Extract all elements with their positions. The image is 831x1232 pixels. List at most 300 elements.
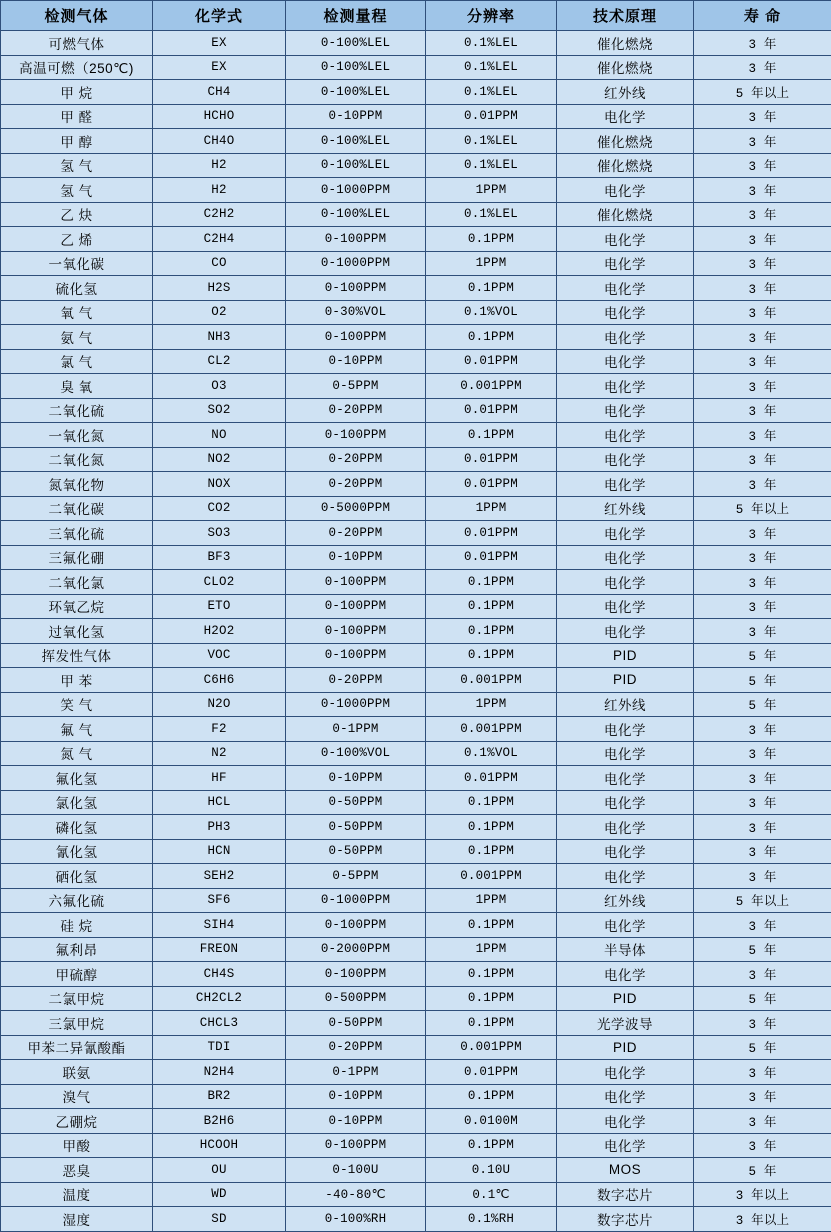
table-row bbox=[1, 570, 831, 595]
cell-detection-range: 0-1000PPM bbox=[286, 251, 426, 276]
cell-chemical-formula: C6H6 bbox=[153, 668, 286, 693]
table-row bbox=[1, 55, 831, 80]
cell-lifespan: 5 年 bbox=[694, 692, 831, 717]
cell-gas-name: 高温可燃（250℃) bbox=[1, 55, 153, 80]
cell-gas-name: 二氧化硫 bbox=[1, 398, 153, 423]
cell-resolution: 1PPM bbox=[426, 496, 557, 521]
cell-tech-principle: 电化学 bbox=[557, 472, 694, 497]
cell-tech-principle: 电化学 bbox=[557, 104, 694, 129]
table-row bbox=[1, 227, 831, 252]
table-row bbox=[1, 1158, 831, 1183]
cell-tech-principle: 红外线 bbox=[557, 80, 694, 105]
cell-lifespan: 3 年 bbox=[694, 349, 831, 374]
cell-gas-name: 二氯甲烷 bbox=[1, 986, 153, 1011]
cell-tech-principle: 电化学 bbox=[557, 790, 694, 815]
cell-gas-name: 甲 烷 bbox=[1, 80, 153, 105]
cell-chemical-formula: PH3 bbox=[153, 815, 286, 840]
cell-detection-range: 0-20PPM bbox=[286, 398, 426, 423]
cell-lifespan: 3 年 bbox=[694, 129, 831, 154]
cell-chemical-formula: FREON bbox=[153, 937, 286, 962]
cell-chemical-formula: HCL bbox=[153, 790, 286, 815]
cell-chemical-formula: O3 bbox=[153, 374, 286, 399]
cell-chemical-formula: NOX bbox=[153, 472, 286, 497]
cell-lifespan: 3 年 bbox=[694, 227, 831, 252]
cell-resolution: 0.1%VOL bbox=[426, 300, 557, 325]
table-row bbox=[1, 472, 831, 497]
cell-lifespan: 3 年 bbox=[694, 31, 831, 56]
cell-lifespan: 3 年 bbox=[694, 1109, 831, 1134]
cell-gas-name: 笑 气 bbox=[1, 692, 153, 717]
cell-lifespan: 3 年 bbox=[694, 300, 831, 325]
table-header-row bbox=[1, 1, 831, 31]
table-row bbox=[1, 104, 831, 129]
cell-gas-name: 硫化氢 bbox=[1, 276, 153, 301]
cell-resolution: 0.1%LEL bbox=[426, 129, 557, 154]
cell-gas-name: 乙 烯 bbox=[1, 227, 153, 252]
cell-tech-principle: 电化学 bbox=[557, 1084, 694, 1109]
table-row bbox=[1, 1060, 831, 1085]
cell-resolution: 0.1PPM bbox=[426, 423, 557, 448]
cell-gas-name: 氮 气 bbox=[1, 741, 153, 766]
cell-chemical-formula: H2S bbox=[153, 276, 286, 301]
table-row bbox=[1, 766, 831, 791]
cell-detection-range: 0-100PPM bbox=[286, 643, 426, 668]
cell-chemical-formula: BF3 bbox=[153, 545, 286, 570]
cell-tech-principle: 半导体 bbox=[557, 937, 694, 962]
cell-chemical-formula: CLO2 bbox=[153, 570, 286, 595]
table-row bbox=[1, 1182, 831, 1207]
cell-gas-name: 联氨 bbox=[1, 1060, 153, 1085]
cell-lifespan: 3 年 bbox=[694, 276, 831, 301]
cell-lifespan: 3 年 bbox=[694, 864, 831, 889]
cell-gas-name: 甲 醇 bbox=[1, 129, 153, 154]
cell-chemical-formula: H2 bbox=[153, 153, 286, 178]
table-row bbox=[1, 888, 831, 913]
cell-lifespan: 3 年 bbox=[694, 153, 831, 178]
cell-chemical-formula: N2O bbox=[153, 692, 286, 717]
cell-gas-name: 六氟化硫 bbox=[1, 888, 153, 913]
cell-detection-range: 0-100%LEL bbox=[286, 202, 426, 227]
cell-lifespan: 3 年 bbox=[694, 717, 831, 742]
cell-lifespan: 5 年 bbox=[694, 643, 831, 668]
cell-tech-principle: 数字芯片 bbox=[557, 1182, 694, 1207]
cell-lifespan: 3 年 bbox=[694, 1011, 831, 1036]
cell-lifespan: 5 年 bbox=[694, 937, 831, 962]
cell-chemical-formula: NO bbox=[153, 423, 286, 448]
cell-resolution: 0.1PPM bbox=[426, 1133, 557, 1158]
cell-resolution: 0.1%LEL bbox=[426, 202, 557, 227]
table-row bbox=[1, 80, 831, 105]
cell-resolution: 0.1PPM bbox=[426, 962, 557, 987]
cell-detection-range: 0-10PPM bbox=[286, 1084, 426, 1109]
cell-gas-name: 臭 氧 bbox=[1, 374, 153, 399]
cell-resolution: 0.1PPM bbox=[426, 986, 557, 1011]
cell-resolution: 0.01PPM bbox=[426, 349, 557, 374]
cell-detection-range: 0-10PPM bbox=[286, 1109, 426, 1134]
cell-gas-name: 三氧化硫 bbox=[1, 521, 153, 546]
cell-resolution: 0.1PPM bbox=[426, 913, 557, 938]
cell-gas-name: 甲硫醇 bbox=[1, 962, 153, 987]
cell-lifespan: 3 年 bbox=[694, 594, 831, 619]
cell-detection-range: 0-50PPM bbox=[286, 1011, 426, 1036]
table-row bbox=[1, 251, 831, 276]
table-header bbox=[1, 1, 831, 31]
cell-resolution: 0.1PPM bbox=[426, 839, 557, 864]
cell-resolution: 0.01PPM bbox=[426, 104, 557, 129]
cell-lifespan: 3 年 bbox=[694, 790, 831, 815]
cell-chemical-formula: H2O2 bbox=[153, 619, 286, 644]
cell-gas-name: 乙 炔 bbox=[1, 202, 153, 227]
cell-resolution: 0.1%LEL bbox=[426, 55, 557, 80]
cell-resolution: 0.01PPM bbox=[426, 545, 557, 570]
cell-gas-name: 恶臭 bbox=[1, 1158, 153, 1183]
cell-tech-principle: PID bbox=[557, 643, 694, 668]
cell-gas-name: 氨 气 bbox=[1, 325, 153, 350]
cell-chemical-formula: HCOOH bbox=[153, 1133, 286, 1158]
cell-lifespan: 5 年以上 bbox=[694, 80, 831, 105]
cell-tech-principle: 催化燃烧 bbox=[557, 153, 694, 178]
cell-tech-principle: 电化学 bbox=[557, 1109, 694, 1134]
cell-tech-principle: 红外线 bbox=[557, 496, 694, 521]
cell-gas-name: 甲 醛 bbox=[1, 104, 153, 129]
cell-lifespan: 3 年 bbox=[694, 545, 831, 570]
cell-chemical-formula: HCN bbox=[153, 839, 286, 864]
cell-gas-name: 一氧化碳 bbox=[1, 251, 153, 276]
cell-lifespan: 3 年 bbox=[694, 570, 831, 595]
cell-chemical-formula: SEH2 bbox=[153, 864, 286, 889]
cell-tech-principle: 电化学 bbox=[557, 1060, 694, 1085]
cell-resolution: 0.1PPM bbox=[426, 227, 557, 252]
cell-detection-range: 0-100%LEL bbox=[286, 55, 426, 80]
cell-gas-name: 磷化氢 bbox=[1, 815, 153, 840]
cell-detection-range: 0-1000PPM bbox=[286, 178, 426, 203]
column-header-formula: 化学式 bbox=[153, 1, 286, 31]
cell-detection-range: 0-100PPM bbox=[286, 913, 426, 938]
cell-lifespan: 3 年 bbox=[694, 741, 831, 766]
table-row bbox=[1, 1207, 831, 1232]
cell-resolution: 0.1PPM bbox=[426, 570, 557, 595]
cell-lifespan: 5 年 bbox=[694, 1035, 831, 1060]
cell-resolution: 0.1%LEL bbox=[426, 153, 557, 178]
cell-resolution: 0.1%LEL bbox=[426, 80, 557, 105]
table-row bbox=[1, 913, 831, 938]
cell-tech-principle: 数字芯片 bbox=[557, 1207, 694, 1232]
table-row bbox=[1, 815, 831, 840]
cell-lifespan: 3 年 bbox=[694, 398, 831, 423]
cell-gas-name: 温度 bbox=[1, 1182, 153, 1207]
cell-resolution: 0.01PPM bbox=[426, 472, 557, 497]
cell-resolution: 0.001PPM bbox=[426, 864, 557, 889]
cell-chemical-formula: H2 bbox=[153, 178, 286, 203]
table-row bbox=[1, 325, 831, 350]
cell-resolution: 0.1PPM bbox=[426, 276, 557, 301]
cell-detection-range: 0-100%RH bbox=[286, 1207, 426, 1232]
cell-gas-name: 氯 气 bbox=[1, 349, 153, 374]
cell-resolution: 0.1PPM bbox=[426, 325, 557, 350]
cell-tech-principle: 电化学 bbox=[557, 594, 694, 619]
cell-chemical-formula: O2 bbox=[153, 300, 286, 325]
cell-tech-principle: 电化学 bbox=[557, 300, 694, 325]
cell-gas-name: 氟化氢 bbox=[1, 766, 153, 791]
cell-tech-principle: 电化学 bbox=[557, 398, 694, 423]
cell-chemical-formula: SO3 bbox=[153, 521, 286, 546]
cell-detection-range: 0-2000PPM bbox=[286, 937, 426, 962]
cell-tech-principle: 电化学 bbox=[557, 570, 694, 595]
table-body bbox=[1, 31, 831, 1232]
cell-tech-principle: 电化学 bbox=[557, 766, 694, 791]
cell-tech-principle: 电化学 bbox=[557, 251, 694, 276]
cell-chemical-formula: CO2 bbox=[153, 496, 286, 521]
cell-lifespan: 3 年 bbox=[694, 1060, 831, 1085]
cell-lifespan: 3 年 bbox=[694, 251, 831, 276]
cell-chemical-formula: ETO bbox=[153, 594, 286, 619]
cell-detection-range: 0-100PPM bbox=[286, 619, 426, 644]
cell-resolution: 0.001PPM bbox=[426, 668, 557, 693]
cell-tech-principle: 电化学 bbox=[557, 962, 694, 987]
cell-tech-principle: 催化燃烧 bbox=[557, 31, 694, 56]
cell-gas-name: 一氧化氮 bbox=[1, 423, 153, 448]
cell-gas-name: 二氧化碳 bbox=[1, 496, 153, 521]
cell-gas-name: 可燃气体 bbox=[1, 31, 153, 56]
table-row bbox=[1, 839, 831, 864]
cell-lifespan: 3 年 bbox=[694, 55, 831, 80]
table-row bbox=[1, 668, 831, 693]
cell-gas-name: 氢 气 bbox=[1, 178, 153, 203]
cell-gas-name: 三氟化硼 bbox=[1, 545, 153, 570]
cell-tech-principle: 电化学 bbox=[557, 374, 694, 399]
cell-gas-name: 三氯甲烷 bbox=[1, 1011, 153, 1036]
cell-detection-range: 0-50PPM bbox=[286, 839, 426, 864]
table-row bbox=[1, 619, 831, 644]
cell-tech-principle: 催化燃烧 bbox=[557, 55, 694, 80]
cell-gas-name: 过氧化氢 bbox=[1, 619, 153, 644]
table-row bbox=[1, 1011, 831, 1036]
table-row bbox=[1, 545, 831, 570]
cell-chemical-formula: TDI bbox=[153, 1035, 286, 1060]
cell-lifespan: 5 年 bbox=[694, 986, 831, 1011]
cell-lifespan: 3 年 bbox=[694, 178, 831, 203]
table-row bbox=[1, 717, 831, 742]
cell-tech-principle: 催化燃烧 bbox=[557, 129, 694, 154]
cell-tech-principle: PID bbox=[557, 668, 694, 693]
cell-lifespan: 3 年 bbox=[694, 521, 831, 546]
column-header-range: 检测量程 bbox=[286, 1, 426, 31]
cell-gas-name: 氯化氢 bbox=[1, 790, 153, 815]
cell-tech-principle: 电化学 bbox=[557, 521, 694, 546]
cell-detection-range: 0-100PPM bbox=[286, 570, 426, 595]
cell-tech-principle: MOS bbox=[557, 1158, 694, 1183]
cell-detection-range: 0-10PPM bbox=[286, 104, 426, 129]
cell-tech-principle: 电化学 bbox=[557, 815, 694, 840]
cell-gas-name: 甲 苯 bbox=[1, 668, 153, 693]
cell-tech-principle: 电化学 bbox=[557, 227, 694, 252]
cell-chemical-formula: OU bbox=[153, 1158, 286, 1183]
cell-detection-range: 0-20PPM bbox=[286, 472, 426, 497]
table-row bbox=[1, 986, 831, 1011]
table-row bbox=[1, 1133, 831, 1158]
cell-resolution: 1PPM bbox=[426, 178, 557, 203]
cell-chemical-formula: CH4 bbox=[153, 80, 286, 105]
cell-resolution: 0.1PPM bbox=[426, 594, 557, 619]
cell-detection-range: 0-50PPM bbox=[286, 790, 426, 815]
cell-lifespan: 3 年 bbox=[694, 913, 831, 938]
cell-detection-range: 0-10PPM bbox=[286, 349, 426, 374]
cell-tech-principle: 电化学 bbox=[557, 839, 694, 864]
cell-chemical-formula: HF bbox=[153, 766, 286, 791]
cell-lifespan: 3 年 bbox=[694, 447, 831, 472]
cell-tech-principle: 催化燃烧 bbox=[557, 202, 694, 227]
cell-chemical-formula: CHCL3 bbox=[153, 1011, 286, 1036]
cell-lifespan: 3 年 bbox=[694, 1133, 831, 1158]
cell-resolution: 0.01PPM bbox=[426, 398, 557, 423]
cell-chemical-formula: VOC bbox=[153, 643, 286, 668]
cell-resolution: 0.01PPM bbox=[426, 521, 557, 546]
column-header-lifespan: 寿 命 bbox=[694, 1, 831, 31]
cell-chemical-formula: C2H4 bbox=[153, 227, 286, 252]
cell-resolution: 0.1PPM bbox=[426, 1084, 557, 1109]
cell-resolution: 0.01PPM bbox=[426, 447, 557, 472]
cell-lifespan: 3 年 bbox=[694, 104, 831, 129]
cell-chemical-formula: EX bbox=[153, 55, 286, 80]
column-header-resolution: 分辨率 bbox=[426, 1, 557, 31]
table-row bbox=[1, 741, 831, 766]
table-row bbox=[1, 129, 831, 154]
table-row bbox=[1, 276, 831, 301]
cell-gas-name: 氰化氢 bbox=[1, 839, 153, 864]
table-row bbox=[1, 962, 831, 987]
cell-lifespan: 5 年 bbox=[694, 1158, 831, 1183]
cell-tech-principle: PID bbox=[557, 986, 694, 1011]
cell-resolution: 0.1PPM bbox=[426, 1011, 557, 1036]
cell-resolution: 1PPM bbox=[426, 937, 557, 962]
cell-gas-name: 硅 烷 bbox=[1, 913, 153, 938]
cell-detection-range: 0-100PPM bbox=[286, 276, 426, 301]
cell-detection-range: 0-5PPM bbox=[286, 374, 426, 399]
cell-detection-range: 0-100%LEL bbox=[286, 80, 426, 105]
cell-detection-range: 0-500PPM bbox=[286, 986, 426, 1011]
cell-detection-range: 0-1000PPM bbox=[286, 888, 426, 913]
cell-resolution: 1PPM bbox=[426, 251, 557, 276]
cell-resolution: 0.1PPM bbox=[426, 790, 557, 815]
cell-tech-principle: 电化学 bbox=[557, 619, 694, 644]
cell-gas-name: 乙硼烷 bbox=[1, 1109, 153, 1134]
cell-detection-range: 0-20PPM bbox=[286, 521, 426, 546]
table-row bbox=[1, 178, 831, 203]
cell-resolution: 0.10U bbox=[426, 1158, 557, 1183]
table-row bbox=[1, 202, 831, 227]
cell-gas-name: 硒化氢 bbox=[1, 864, 153, 889]
table-row bbox=[1, 937, 831, 962]
cell-resolution: 0.1%RH bbox=[426, 1207, 557, 1232]
cell-gas-name: 环氧乙烷 bbox=[1, 594, 153, 619]
cell-tech-principle: 红外线 bbox=[557, 692, 694, 717]
cell-lifespan: 3 年 bbox=[694, 374, 831, 399]
cell-chemical-formula: CH4O bbox=[153, 129, 286, 154]
cell-gas-name: 氮氧化物 bbox=[1, 472, 153, 497]
cell-detection-range: 0-1PPM bbox=[286, 1060, 426, 1085]
cell-tech-principle: 电化学 bbox=[557, 741, 694, 766]
cell-gas-name: 湿度 bbox=[1, 1207, 153, 1232]
cell-lifespan: 3 年 bbox=[694, 325, 831, 350]
cell-chemical-formula: NH3 bbox=[153, 325, 286, 350]
cell-resolution: 0.1%VOL bbox=[426, 741, 557, 766]
cell-tech-principle: 电化学 bbox=[557, 913, 694, 938]
cell-gas-name: 氟 气 bbox=[1, 717, 153, 742]
cell-resolution: 0.1PPM bbox=[426, 815, 557, 840]
table-row bbox=[1, 423, 831, 448]
cell-gas-name: 氢 气 bbox=[1, 153, 153, 178]
table-row bbox=[1, 790, 831, 815]
cell-lifespan: 5 年 bbox=[694, 668, 831, 693]
cell-tech-principle: 电化学 bbox=[557, 325, 694, 350]
cell-tech-principle: 红外线 bbox=[557, 888, 694, 913]
cell-detection-range: 0-20PPM bbox=[286, 447, 426, 472]
cell-gas-name: 挥发性气体 bbox=[1, 643, 153, 668]
cell-gas-name: 二氧化氮 bbox=[1, 447, 153, 472]
cell-lifespan: 3 年 bbox=[694, 423, 831, 448]
cell-detection-range: 0-100U bbox=[286, 1158, 426, 1183]
cell-tech-principle: 电化学 bbox=[557, 178, 694, 203]
cell-lifespan: 3 年以上 bbox=[694, 1182, 831, 1207]
cell-lifespan: 5 年以上 bbox=[694, 496, 831, 521]
cell-lifespan: 3 年以上 bbox=[694, 1207, 831, 1232]
cell-detection-range: 0-50PPM bbox=[286, 815, 426, 840]
table-row bbox=[1, 1109, 831, 1134]
table-row bbox=[1, 643, 831, 668]
cell-resolution: 0.1PPM bbox=[426, 619, 557, 644]
cell-lifespan: 5 年以上 bbox=[694, 888, 831, 913]
cell-chemical-formula: F2 bbox=[153, 717, 286, 742]
table-row bbox=[1, 398, 831, 423]
column-header-gas: 检测气体 bbox=[1, 1, 153, 31]
cell-resolution: 1PPM bbox=[426, 888, 557, 913]
cell-detection-range: 0-1000PPM bbox=[286, 692, 426, 717]
cell-detection-range: 0-20PPM bbox=[286, 668, 426, 693]
cell-detection-range: 0-100%VOL bbox=[286, 741, 426, 766]
cell-chemical-formula: SF6 bbox=[153, 888, 286, 913]
cell-detection-range: 0-20PPM bbox=[286, 1035, 426, 1060]
cell-resolution: 0.1PPM bbox=[426, 643, 557, 668]
cell-chemical-formula: N2 bbox=[153, 741, 286, 766]
cell-detection-range: 0-1PPM bbox=[286, 717, 426, 742]
cell-lifespan: 3 年 bbox=[694, 815, 831, 840]
table-row bbox=[1, 1084, 831, 1109]
table-row bbox=[1, 153, 831, 178]
cell-lifespan: 3 年 bbox=[694, 619, 831, 644]
cell-lifespan: 3 年 bbox=[694, 472, 831, 497]
cell-tech-principle: 电化学 bbox=[557, 447, 694, 472]
cell-chemical-formula: CO bbox=[153, 251, 286, 276]
table-row bbox=[1, 521, 831, 546]
cell-detection-range: 0-10PPM bbox=[286, 545, 426, 570]
table-row bbox=[1, 300, 831, 325]
cell-tech-principle: 电化学 bbox=[557, 349, 694, 374]
cell-resolution: 0.01PPM bbox=[426, 766, 557, 791]
cell-gas-name: 二氧化氯 bbox=[1, 570, 153, 595]
cell-gas-name: 氟利昂 bbox=[1, 937, 153, 962]
table-row bbox=[1, 496, 831, 521]
cell-lifespan: 3 年 bbox=[694, 962, 831, 987]
cell-detection-range: 0-5000PPM bbox=[286, 496, 426, 521]
cell-tech-principle: 电化学 bbox=[557, 717, 694, 742]
cell-resolution: 0.001PPM bbox=[426, 1035, 557, 1060]
cell-lifespan: 3 年 bbox=[694, 202, 831, 227]
cell-detection-range: 0-100PPM bbox=[286, 962, 426, 987]
cell-gas-name: 甲酸 bbox=[1, 1133, 153, 1158]
table-row bbox=[1, 864, 831, 889]
table-row bbox=[1, 31, 831, 56]
cell-detection-range: 0-100%LEL bbox=[286, 129, 426, 154]
